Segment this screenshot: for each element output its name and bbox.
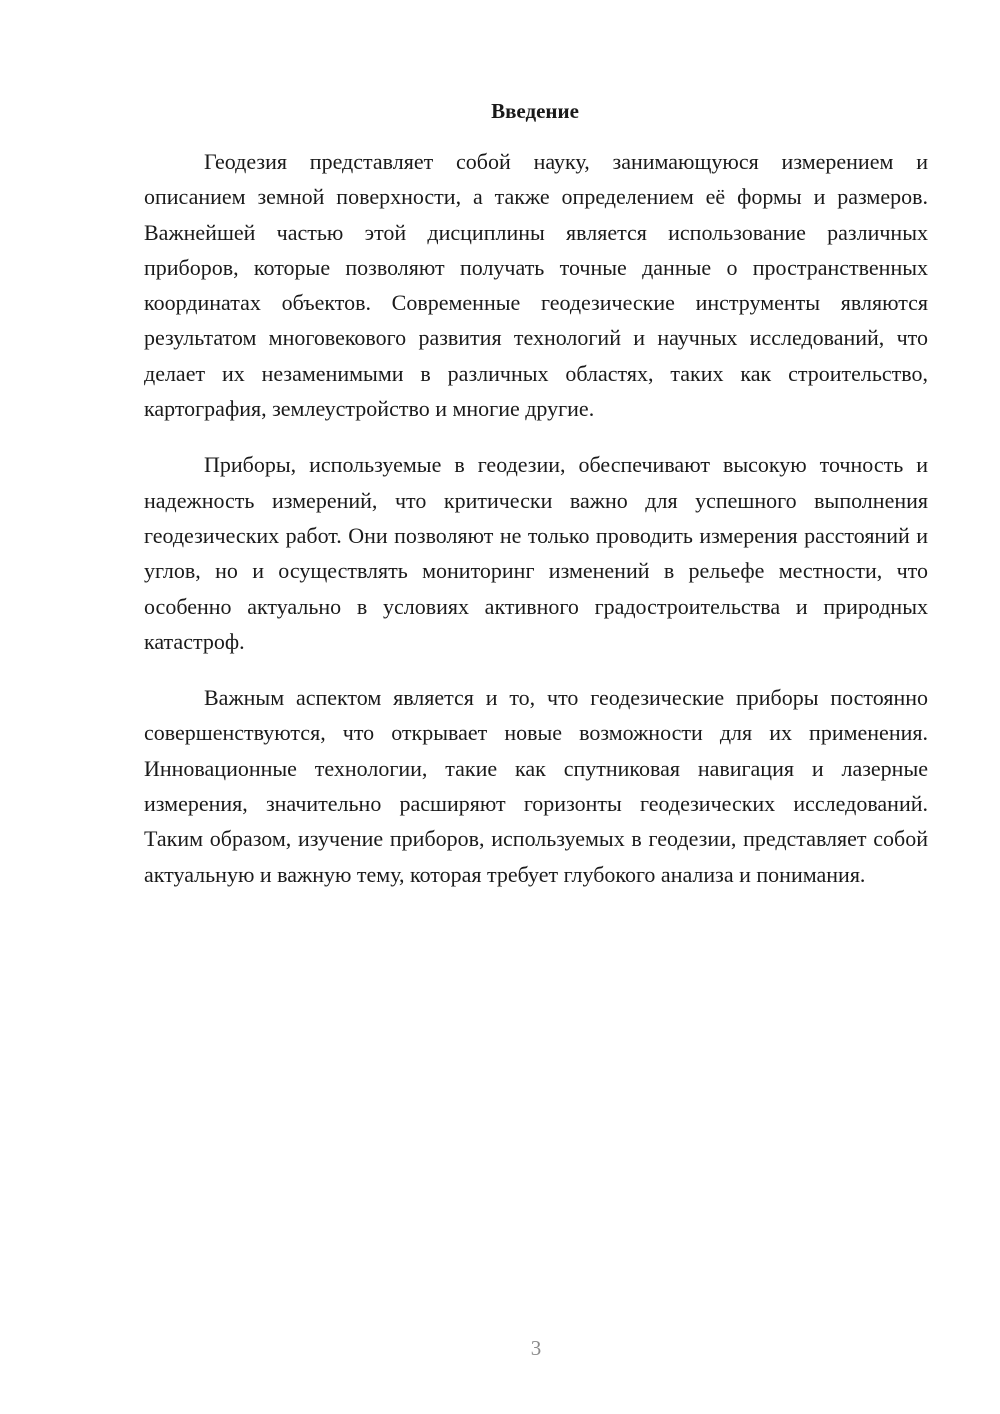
paragraph-3: Важным аспектом является и то, что геодезические приборы постоянно совершенствуются, что открывает новые возможности для их применения. Инновационные технологии, такие как спутниковая навигация и лазерные измерения, значительно расширяют горизонты геодезических исследований. Таким образом, изучение приборов, используемых в геодезии, представляет собой актуальную и важную тему, которая требует глубокого анализа и понимания. xyxy=(144,685,928,887)
page-number: 3 xyxy=(530,1336,542,1360)
body-text xyxy=(144,144,928,913)
paragraph-2: Приборы, используемые в геодезии, обеспечивают высокую точность и надежность измерений, что критически важно для успешного выполнения геодезических работ. Они позволяют не только проводить измерения расстояний и углов, но и осуществлять мониторинг изменений в рельефе местности, что особенно актуально в условиях активного градостроительства и природных катастроф. xyxy=(144,452,928,654)
section-title: Введение xyxy=(491,99,579,123)
paragraph-1: Геодезия представляет собой науку, занимающуюся измерением и описанием земной поверхности, а также определением её формы и размеров. Важнейшей частью этой дисциплины является использование различных приборов, которые позволяют получать точные данные о пространственных координатах объектов. Современные геодезические инструменты являются результатом многовекового развития технологий и научных исследований, что делает их незаменимыми в различных областях, таких как строительство, картография, землеустройство и многие другие. xyxy=(144,149,928,422)
